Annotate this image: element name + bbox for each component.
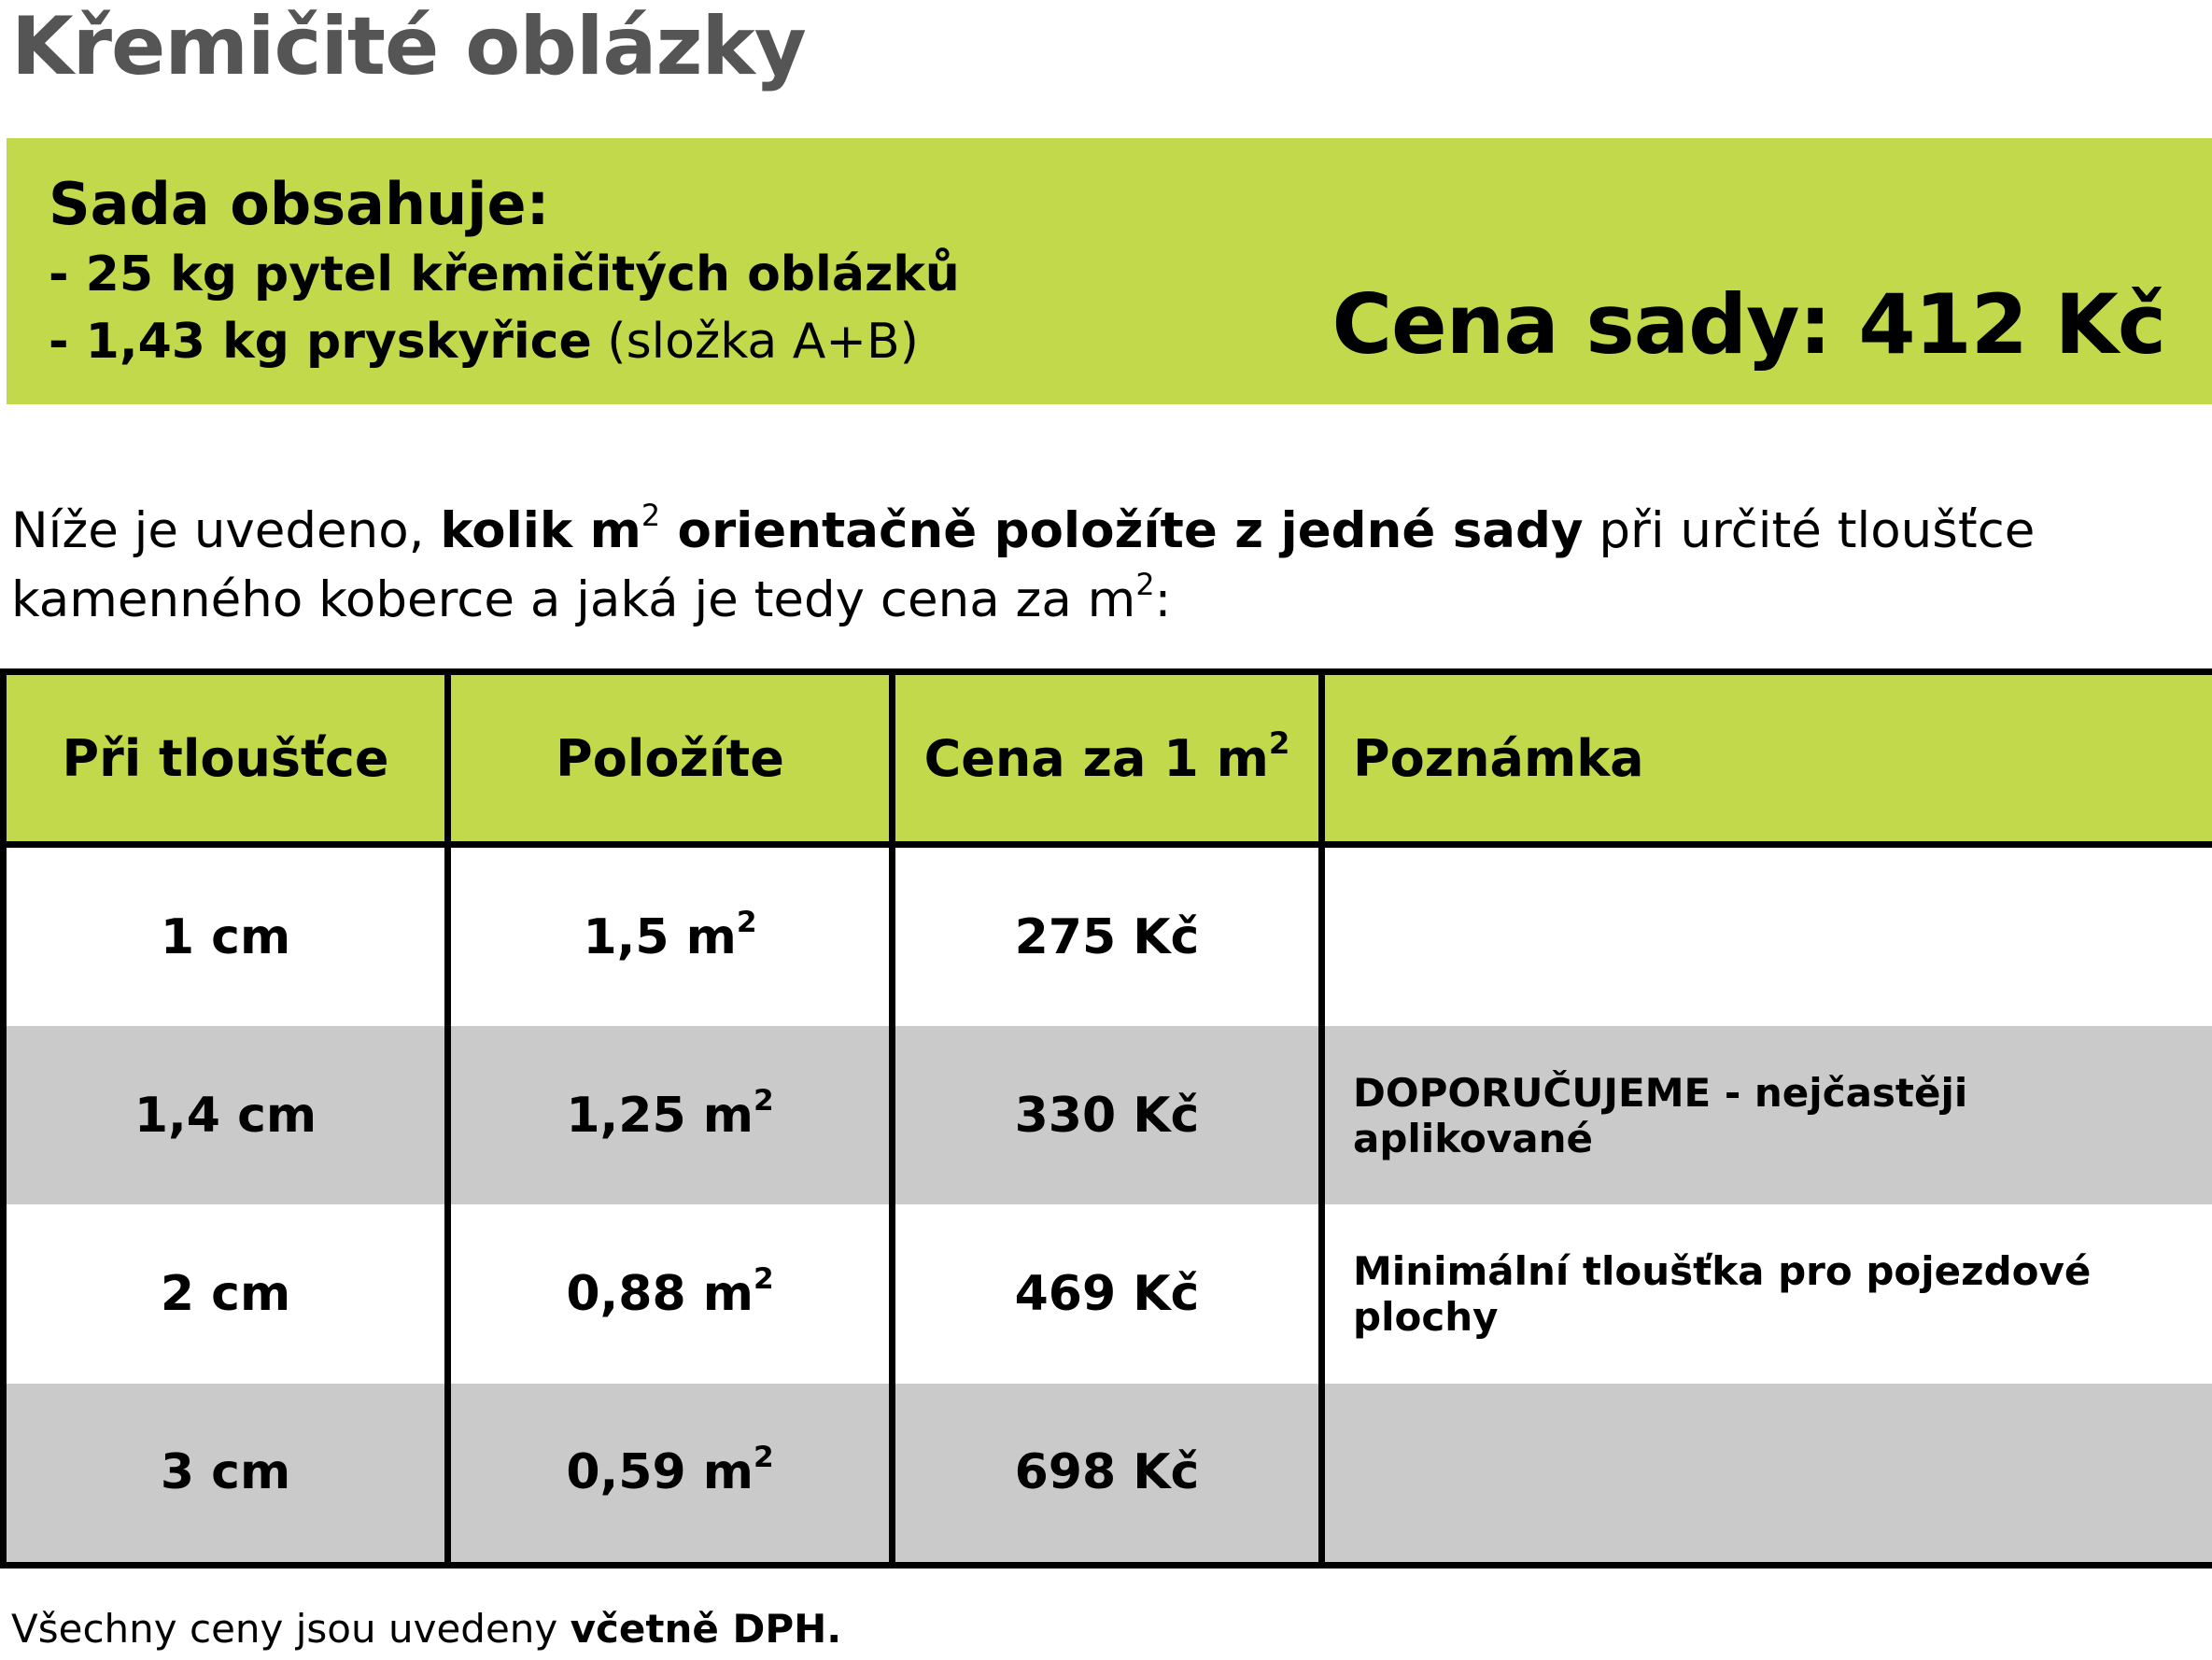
cell-note: DOPORUČUJEME - nejčastěji aplikované xyxy=(1322,1026,2212,1204)
cell-coverage-value: 0,88 m xyxy=(566,1266,754,1323)
cell-coverage xyxy=(448,1384,893,1566)
cell-price: 330 Kč xyxy=(893,1026,1322,1204)
coverage-price-table xyxy=(0,668,2212,1569)
intro-sup2: 2 xyxy=(1135,567,1155,602)
cell-price: 275 Kč xyxy=(893,845,1322,1027)
cell-coverage-value: 1,25 m xyxy=(566,1087,754,1144)
cell-coverage xyxy=(448,845,893,1027)
header-note: Poznámka xyxy=(1322,672,2212,845)
footnote-text: Všechny ceny jsou uvedeny xyxy=(11,1606,571,1652)
header-thickness: Při tloušťce xyxy=(4,672,448,845)
intro-paragraph xyxy=(11,497,2196,635)
header-price xyxy=(893,672,1322,845)
kit-price: Cena sady: 412 Kč xyxy=(1331,276,2165,373)
intro-bold1: kolik m xyxy=(440,502,641,559)
cell-price: 698 Kč xyxy=(893,1384,1322,1566)
cell-coverage xyxy=(448,1026,893,1204)
vat-footnote xyxy=(11,1606,841,1652)
cell-price: 469 Kč xyxy=(893,1204,1322,1383)
cell-thickness: 2 cm xyxy=(4,1204,448,1383)
cell-coverage-sup: 2 xyxy=(753,1262,774,1297)
table-row xyxy=(4,1204,2212,1383)
header-price-sup: 2 xyxy=(1268,724,1290,761)
intro-part3: : xyxy=(1154,571,1172,628)
footnote-bold: včetně DPH. xyxy=(570,1606,842,1652)
cell-coverage-sup: 2 xyxy=(753,1441,774,1475)
page-title: Křemičité oblázky xyxy=(11,0,806,93)
kit-item-resin-detail: (složka A+B) xyxy=(591,314,919,370)
cell-coverage-sup: 2 xyxy=(736,905,757,939)
kit-contents xyxy=(49,168,960,375)
intro-bold2: orientačně položíte z jedné sady xyxy=(660,502,1584,559)
cell-note: Minimální tloušťka pro pojezdové plochy xyxy=(1322,1204,2212,1383)
header-price-text: Cena za 1 m xyxy=(923,728,1269,788)
table-header-row xyxy=(4,672,2212,845)
cell-coverage-value: 1,5 m xyxy=(583,908,737,965)
cell-thickness: 1 cm xyxy=(4,845,448,1027)
cell-thickness: 3 cm xyxy=(4,1384,448,1566)
kit-item-resin-bold: - 1,43 kg pryskyřice xyxy=(49,314,592,370)
table-row xyxy=(4,845,2212,1027)
cell-coverage-sup: 2 xyxy=(753,1083,774,1118)
cell-note xyxy=(1322,1384,2212,1566)
intro-sup1: 2 xyxy=(641,498,661,533)
cell-thickness: 1,4 cm xyxy=(4,1026,448,1204)
table-row xyxy=(4,1026,2212,1204)
cell-note xyxy=(1322,845,2212,1027)
cell-coverage xyxy=(448,1204,893,1383)
intro-part1: Níže je uvedeno, xyxy=(11,502,441,559)
table-row xyxy=(4,1384,2212,1566)
kit-heading: Sada obsahuje: xyxy=(49,170,550,238)
kit-item-stones-text: - 25 kg pytel křemičitých oblázků xyxy=(49,246,960,302)
kit-summary-banner xyxy=(7,138,2212,404)
kit-item-resin xyxy=(49,308,960,375)
header-coverage: Položíte xyxy=(448,672,893,845)
intro-part2: při určité tloušťce kamenného koberce a jaká je tedy cena za m xyxy=(11,502,2036,628)
kit-item-stones xyxy=(49,241,960,308)
cell-coverage-value: 0,59 m xyxy=(566,1444,754,1501)
